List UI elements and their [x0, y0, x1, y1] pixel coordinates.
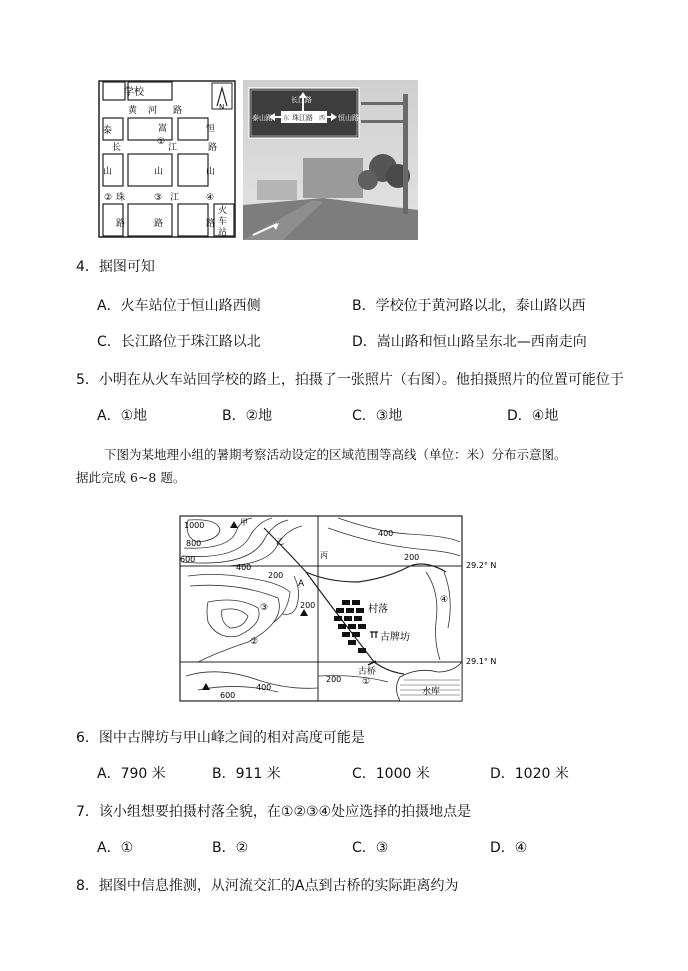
- sign-right: 恒山路: [338, 114, 359, 122]
- q8-stem: 8．据图中信息推测，从河流交汇的A点到古桥的实际距离约为: [76, 878, 459, 894]
- label-200-top: 200: [404, 553, 420, 562]
- label-400-top: 400: [378, 529, 394, 538]
- label-200-peak: 200: [300, 601, 316, 610]
- label-archway: 古牌坊: [380, 632, 410, 643]
- label-400-bottom: 400: [256, 683, 272, 692]
- hengshan-road-2: 山: [206, 167, 216, 177]
- sign-left: 泰山路: [252, 114, 273, 122]
- label-600-a: 600: [180, 555, 196, 564]
- sign-center: 珠江路: [292, 114, 313, 122]
- q4-option-b: B．学校位于黄河路以北，泰山路以西: [352, 298, 586, 314]
- station-label-2: 车: [218, 217, 228, 227]
- marker-2: ②: [104, 193, 113, 203]
- taishan-road-2: 山: [103, 167, 113, 177]
- q5-option-b: B．②地: [222, 408, 273, 424]
- station-label-3: 站: [218, 228, 228, 238]
- label-marker-3: ③: [260, 603, 269, 613]
- sign-east: 东: [283, 115, 290, 122]
- label-village: 村落: [368, 604, 388, 615]
- q7-option-b: B．②: [212, 840, 249, 856]
- q4-stem: 4．据图可知: [76, 259, 155, 275]
- sign-top: 长江路: [291, 96, 312, 104]
- label-200-left: 200: [268, 571, 284, 580]
- street-map-figure: [98, 80, 238, 240]
- q5-stem: 5．小明在从火车站回学校的路上，拍摄了一张照片（右图）。他拍摄照片的位置可能位于: [76, 372, 624, 388]
- q6-option-d: D．1020 米: [490, 766, 569, 782]
- road-sign-photo: [243, 80, 418, 240]
- hengshan-road-3: 路: [206, 219, 216, 229]
- label-marker-2: ②: [250, 637, 259, 647]
- north-label: N: [219, 103, 225, 111]
- q6-option-c: C．1000 米: [352, 766, 430, 782]
- intro-line-1: 下图为某地理小组的暑期考察活动设定的区域范围等高线（单位：米）分布示意图。: [104, 447, 567, 462]
- q7-option-c: C．③: [352, 840, 389, 856]
- label-bing: 丙: [320, 551, 328, 560]
- label-600-bottom: 600: [220, 691, 236, 700]
- q5-option-c: C．③地: [352, 408, 403, 424]
- songshan-road-2: 山: [154, 167, 164, 177]
- q4-option-d: D．嵩山路和恒山路呈东北—西南走向: [352, 334, 587, 350]
- label-jia: 甲: [240, 518, 248, 527]
- q7-option-a: A．①: [97, 840, 134, 856]
- sign-west: 西: [319, 115, 326, 122]
- label-200-bottom: 200: [326, 675, 342, 684]
- q6-option-b: B．911 米: [212, 766, 281, 782]
- marker-1: ①: [157, 137, 166, 147]
- songshan-road-3: 路: [154, 219, 164, 229]
- label-800: 800: [186, 539, 202, 548]
- marker-3: ③: [154, 193, 163, 203]
- huanghe-road-3: 路: [173, 106, 183, 116]
- label-bridge: 古桥: [358, 667, 377, 677]
- label-marker-4: ④: [440, 595, 449, 605]
- q5-option-d: D．④地: [507, 408, 559, 424]
- q4-option-c: C．长江路位于珠江路以北: [97, 334, 261, 350]
- q7-stem: 7．该小组想要拍摄村落全貌，在①②③④处应选择的拍摄地点是: [76, 804, 472, 820]
- songshan-road-1: 嵩: [158, 124, 168, 134]
- label-A: A: [298, 579, 305, 589]
- zhujiang-road-1: 珠: [116, 193, 126, 203]
- huanghe-road-1: 黄: [128, 106, 138, 116]
- label-1000: 1000: [184, 521, 205, 530]
- q7-option-d: D．④: [490, 840, 528, 856]
- label-yi: 乙: [276, 537, 284, 546]
- q4-option-a: A．火车站位于恒山路西侧: [97, 298, 261, 314]
- q6-stem: 6．图中古牌坊与甲山峰之间的相对高度可能是: [76, 730, 365, 746]
- contour-map-figure: [178, 512, 508, 704]
- changjiang-road-2: 江: [168, 143, 178, 153]
- taishan-road-3: 路: [116, 219, 126, 229]
- label-marker-1: ①: [362, 677, 371, 687]
- q6-option-a: A．790 米: [97, 766, 166, 782]
- hengshan-road-1: 恒: [206, 124, 216, 134]
- station-label-1: 火: [218, 206, 228, 216]
- huanghe-road-2: 河: [148, 106, 158, 116]
- label-reservoir: 水库: [422, 687, 441, 697]
- marker-4: ④: [206, 193, 215, 203]
- intro-line-2: 据此完成 6~8 题。: [76, 470, 186, 485]
- label-400-left: 400: [236, 563, 252, 572]
- changjiang-road-1: 长: [112, 143, 122, 153]
- changjiang-road-3: 路: [208, 143, 218, 153]
- lat-label-1: 29.2° N: [466, 561, 497, 570]
- taishan-road-1: 泰: [103, 126, 113, 136]
- zhujiang-road-2: 江: [170, 193, 180, 203]
- school-label: 学校: [124, 87, 144, 98]
- q5-option-a: A．①地: [97, 408, 148, 424]
- lat-label-2: 29.1° N: [466, 657, 497, 666]
